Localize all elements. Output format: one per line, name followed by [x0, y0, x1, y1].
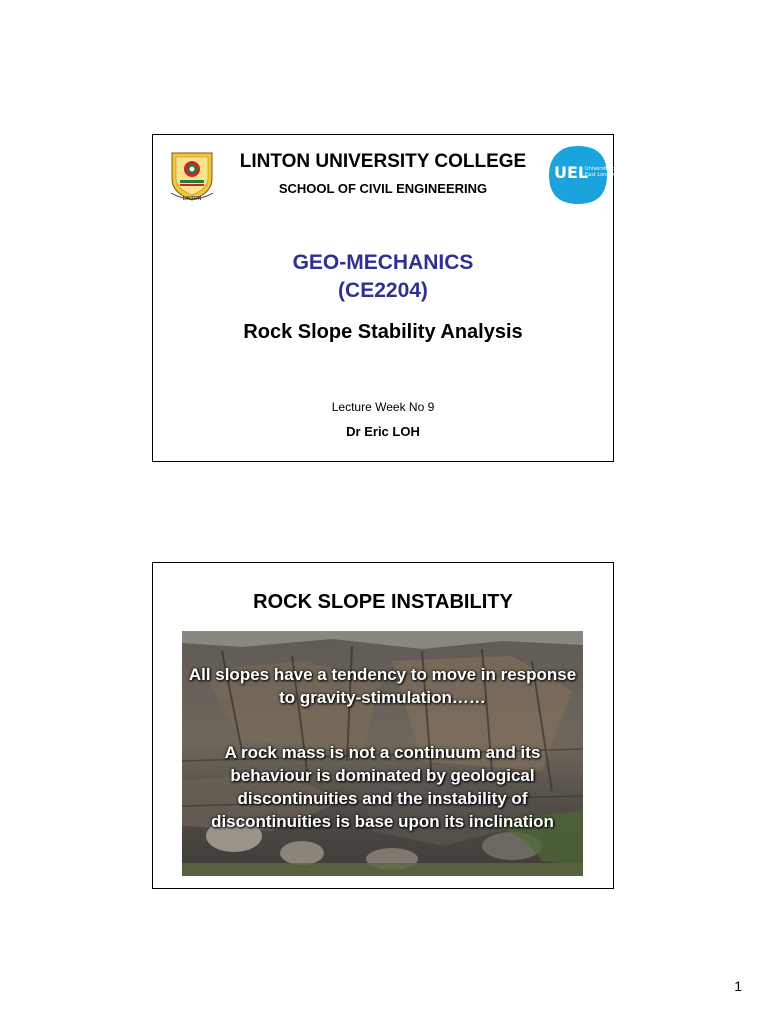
uel-line1: University of [585, 166, 617, 172]
paragraph-gravity: All slopes have a tendency to move in response to gravity-stimulation…… [188, 665, 577, 707]
course-title: GEO-MECHANICS [292, 251, 474, 274]
page-number: 1 [734, 978, 742, 994]
paragraph-discontinuities: A rock mass is not a continuum and its behaviour is dominated by geological discontinuities and the instability of discontinuities is base upon its inclination [211, 743, 554, 831]
title-slide [152, 134, 617, 462]
instability-slide [152, 562, 614, 889]
photo-text-overlay [182, 631, 583, 876]
school-name: SCHOOL OF CIVIL ENGINEERING [278, 181, 488, 196]
uel-abbrev: UEL [554, 163, 589, 182]
institution-name: LINTON UNIVERSITY COLLEGE [239, 151, 527, 172]
linton-logo-text: LINTON [182, 196, 202, 202]
lecturer-name: Dr Eric LOH [346, 424, 420, 439]
uel-line2: East London [585, 172, 616, 178]
uel-logo [547, 145, 617, 205]
lecture-week: Lecture Week No 9 [331, 400, 435, 414]
course-code: (CE2204) [338, 279, 428, 302]
course-heading [153, 249, 613, 305]
lecture-topic: Rock Slope Stability Analysis [243, 321, 523, 343]
slide-title: ROCK SLOPE INSTABILITY [253, 591, 513, 613]
